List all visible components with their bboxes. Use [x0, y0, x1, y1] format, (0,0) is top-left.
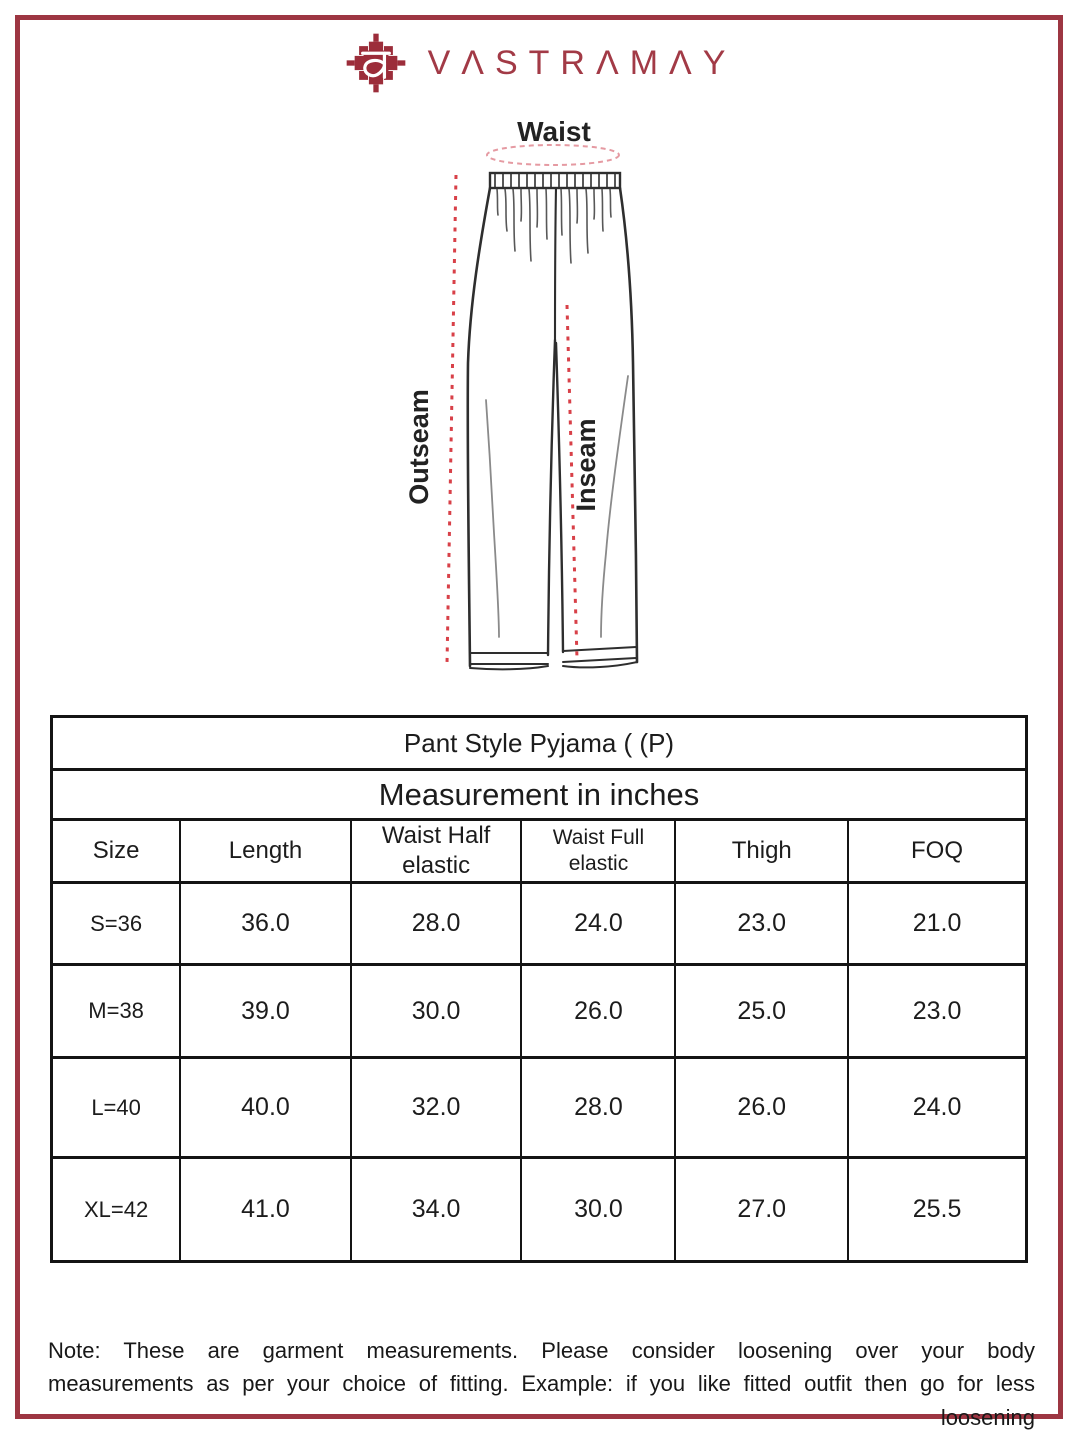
waist-label: Waist: [517, 116, 591, 147]
table-cell: 40.0: [180, 1058, 351, 1158]
outseam-guide-line: [447, 175, 456, 664]
column-header-length: Length: [180, 820, 351, 883]
table-cell: 25.5: [848, 1158, 1026, 1262]
column-header-size: Size: [52, 820, 181, 883]
table-cell: 28.0: [351, 883, 522, 965]
table-row-s36: [52, 883, 1027, 965]
waist-measure-ellipse: [487, 145, 619, 165]
inseam-label: Inseam: [571, 418, 601, 512]
pant-outline: [468, 188, 637, 669]
table-cell: 23.0: [848, 965, 1026, 1058]
table-cell: 30.0: [351, 965, 522, 1058]
table-cell: 24.0: [848, 1058, 1026, 1158]
measurement-note: Note: These are garment measurements. Please consider loosening over your body measurements as per your choice of fitting. Example: if you like fitted outfit then go for less loosening: [48, 1338, 1035, 1430]
table-cell: 24.0: [521, 883, 675, 965]
size-chart-table: [50, 715, 1028, 1263]
size-cell: M=38: [52, 965, 181, 1058]
table-cell: 26.0: [675, 1058, 848, 1158]
table-row-l40: [52, 1058, 1027, 1158]
table-cell: 39.0: [180, 965, 351, 1058]
brand-wordmark: VΛSTRΛMΛY: [427, 43, 737, 82]
column-header-foq: FOQ: [848, 820, 1026, 883]
column-header-thigh: Thigh: [675, 820, 848, 883]
pyjama-measurement-diagram: [0, 103, 1080, 698]
table-cell: 26.0: [521, 965, 675, 1058]
table-subtitle: Measurement in inches: [52, 770, 1027, 820]
table-title: Pant Style Pyjama ( (P): [52, 717, 1027, 770]
table-cell: 41.0: [180, 1158, 351, 1262]
table-cell: 25.0: [675, 965, 848, 1058]
table-cell: 36.0: [180, 883, 351, 965]
table-cell: 28.0: [521, 1058, 675, 1158]
table-cell: 34.0: [351, 1158, 522, 1262]
column-header-waist-full-elastic: Waist Full elastic: [521, 820, 675, 883]
elastic-waistband: [490, 173, 620, 188]
fabric-gathering-lines: [497, 189, 611, 263]
table-row-m38: [52, 965, 1027, 1058]
table-row-xl42: [52, 1158, 1027, 1262]
brand-header: [0, 28, 1080, 98]
table-cell: 23.0: [675, 883, 848, 965]
size-cell: L=40: [52, 1058, 181, 1158]
table-cell: 32.0: [351, 1058, 522, 1158]
size-cell: S=36: [52, 883, 181, 965]
column-header-waist-half-elastic: Waist Half elastic: [351, 820, 522, 883]
table-cell: 27.0: [675, 1158, 848, 1262]
outseam-label: Outseam: [404, 389, 434, 505]
size-cell: XL=42: [52, 1158, 181, 1262]
table-cell: 30.0: [521, 1158, 675, 1262]
vastramay-stepped-cross-icon: [344, 31, 408, 95]
table-cell: 21.0: [848, 883, 1026, 965]
